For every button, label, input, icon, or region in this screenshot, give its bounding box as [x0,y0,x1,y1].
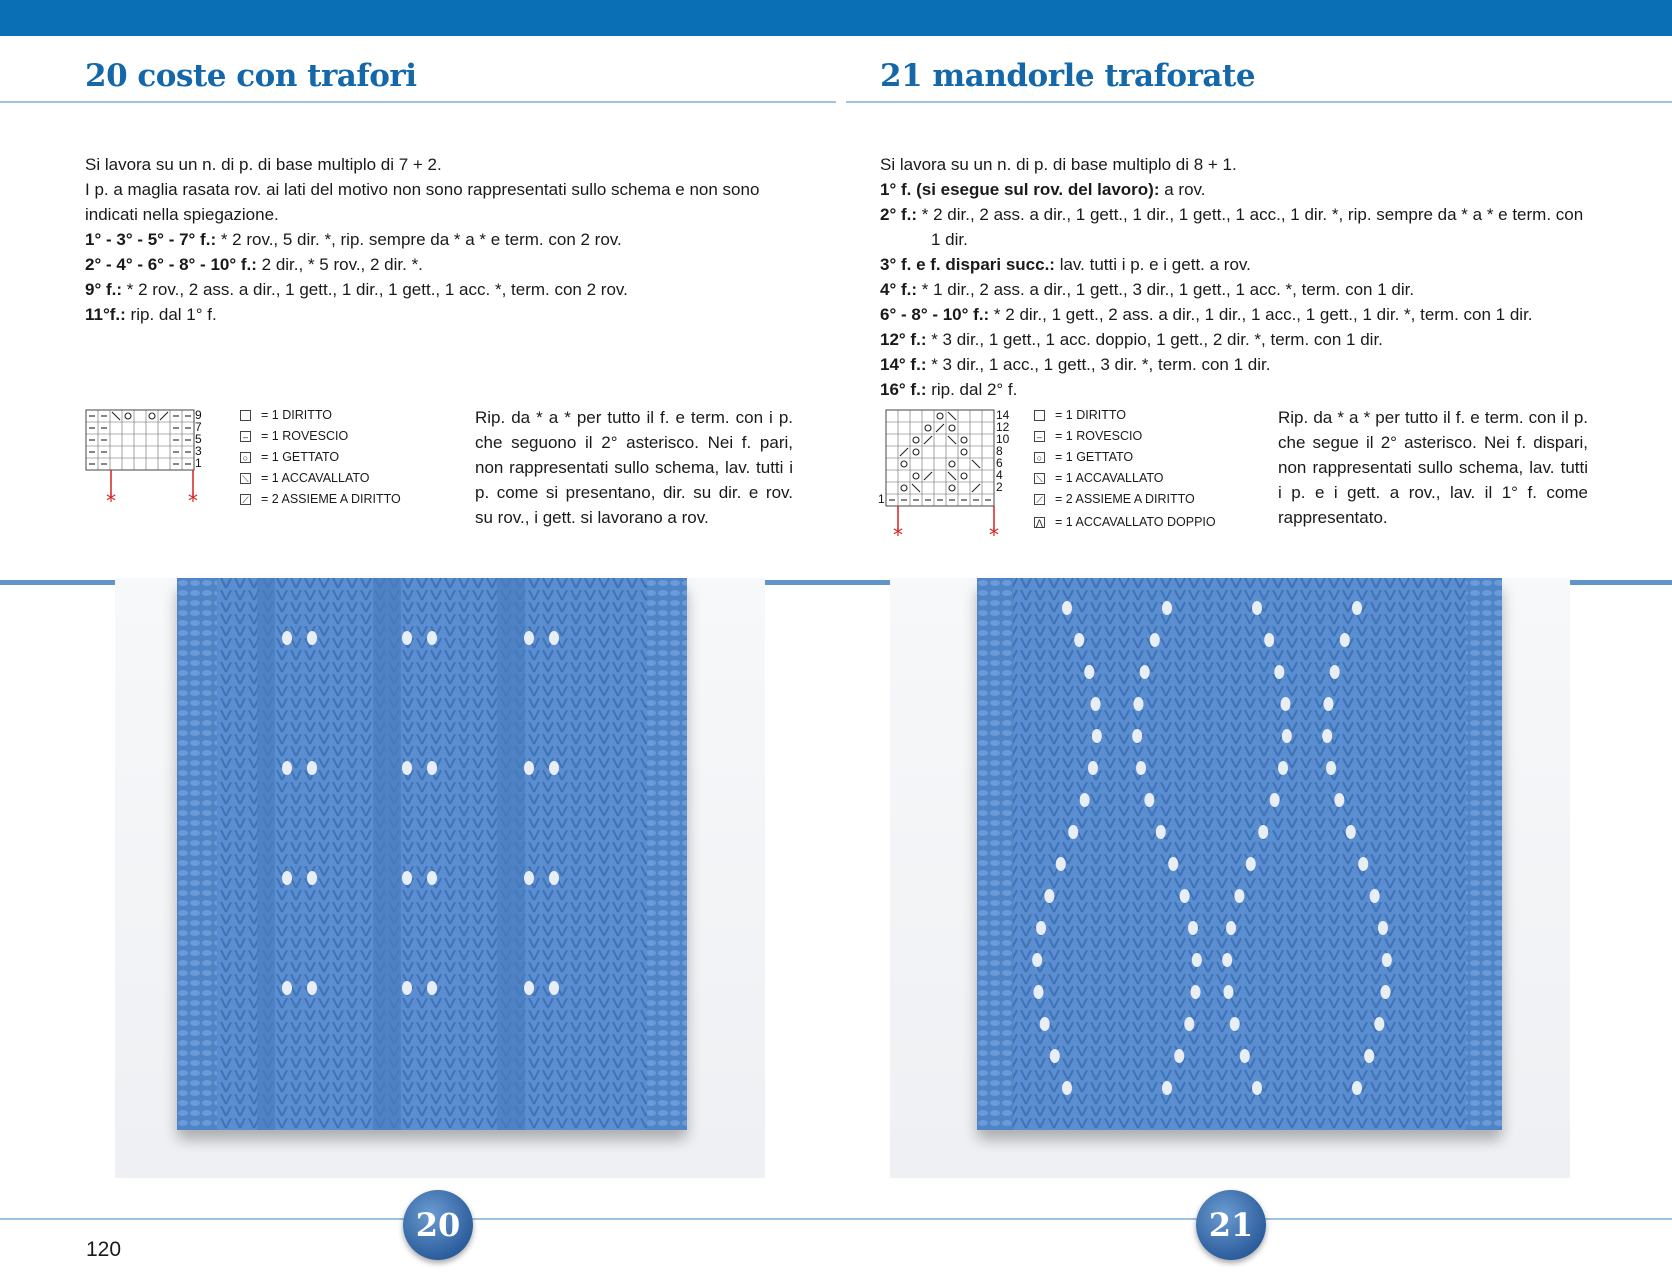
chart-grid-21 [878,408,1018,543]
instruction-line: 1° f. (si esegue sul rov. del lavoro): a rov. [880,180,1206,199]
instruction-line: 12° f.: * 3 dir., 1 gett., 1 acc. doppio, 1 gett., 2 dir. *, term. con 1 dir. [880,330,1383,349]
instruction-line: Si lavora su un n. di p. di base multiplo di 8 + 1. [880,155,1237,174]
legend-item: = 1 DIRITTO [1034,405,1216,426]
row-number: 10 [996,432,1010,446]
instruction-line: 4° f.: * 1 dir., 2 ass. a dir., 1 gett., 3 dir., 1 gett., 1 acc. *, term. con 1 dir. [880,280,1415,299]
empty-square-icon [1034,410,1045,421]
row-number: 5 [195,432,202,446]
instruction-line: Si lavora su un n. di p. di base multiplo di 7 + 2. [85,155,442,174]
top-color-bar [0,0,1672,36]
chart-grid-20 [85,408,215,508]
legend-item: – = 1 ROVESCIO [1034,426,1216,447]
note-20: Rip. da * a * per tutto il f. e term. con i p. che seguono il 2° asterisco. Nei f. pari, non rappresentati sullo schema, lav. tutti i p. come si presentano, dir. su dir. e rov. su rov., i gett. si lavorano a rov. [475,408,793,527]
circle-square-icon: ○ [240,452,251,463]
instruction-line: 11°f.: rip. dal 1° f. [85,305,217,324]
backslash-square-icon: ⟍ [240,473,251,484]
row-number: 9 [195,408,202,422]
stitch-chart-21 [878,408,1018,543]
knit-swatch-21 [977,578,1502,1130]
instruction-line: 14° f.: * 3 dir., 1 acc., 1 gett., 3 dir. *, term. con 1 dir. [880,355,1271,374]
knit-texture-20 [177,578,687,1130]
row-number: 2 [996,480,1003,494]
row-number: 1 [195,456,202,470]
row-number: 1 [878,492,885,506]
legend-item: ⋀ = 1 ACCAVALLATO DOPPIO [1035,515,1216,529]
knit-swatch-20 [177,578,687,1130]
instruction-line: 9° f.: * 2 rov., 2 ass. a dir., 1 gett., 1 dir., 1 gett., 1 acc. *, term. con 2 rov. [85,280,628,299]
right-title-rule [846,101,1672,103]
stitch-chart-20 [85,408,215,508]
instruction-line: 2° - 4° - 6° - 8° - 10° f.: 2 dir., * 5 rov., 2 dir. *. [85,255,423,274]
dash-square-icon: – [1034,431,1045,442]
dash-square-icon: – [240,431,251,442]
asterisk-left: * [106,489,116,508]
legend-item: = 1 DIRITTO [240,405,401,426]
empty-square-icon [240,410,251,421]
row-number: 12 [996,420,1010,434]
slash-square-icon: ⟋ [1034,494,1045,505]
circle-square-icon: ○ [1034,452,1045,463]
pattern-number-badge-20: 20 [403,1190,473,1260]
left-title-rule [0,101,836,103]
legend-item: ⟍ = 1 ACCAVALLATO [1034,468,1216,489]
row-number: 6 [996,456,1003,470]
row-number: 8 [996,444,1003,458]
legend-item: ⟋ = 2 ASSIEME A DIRITTO [240,489,401,510]
row-number: 14 [996,408,1010,422]
legend-item: – = 1 ROVESCIO [240,426,401,447]
legend-item: ⟍ = 1 ACCAVALLATO [240,468,401,489]
legend-item: ⟋ = 2 ASSIEME A DIRITTO [1034,489,1216,510]
row-number: 7 [195,420,202,434]
instructions-21 [880,152,1595,402]
pattern-number-badge-21: 21 [1196,1190,1266,1260]
note-21: Rip. da * a * per tutto il f. e term. con il p. che segue il 2° asterisco. Nei f. dispari, non rappresentati sullo schema, lav. tutti i p. e i gett. a rov., lav. il 1° f. come rappresentato. [1278,408,1588,527]
asterisk-right: * [989,523,999,543]
backslash-square-icon: ⟍ [1034,473,1045,484]
swatch-panel-21 [890,578,1570,1178]
swatch-panel-20 [115,578,765,1178]
instructions-20 [85,152,795,327]
bottom-rule [0,1218,1672,1220]
instruction-line: 2° f.: * 2 dir., 2 ass. a dir., 1 gett., 1 dir., 1 gett., 1 acc., 1 dir. *, rip. sempre da * a * e term. con 1 dir. [880,205,1584,249]
row-number: 3 [195,444,202,458]
page-number: 120 [86,1238,122,1261]
pattern-title-20: 20 coste con trafori [85,58,417,94]
double-decrease-square-icon: ⋀ [1035,518,1044,528]
legend-21 [1034,405,1216,533]
pattern-title-21: 21 mandorle traforate [880,58,1256,94]
legend-item: ○ = 1 GETTATO [1034,447,1216,468]
asterisk-left: * [893,523,903,543]
instruction-line: I p. a maglia rasata rov. ai lati del motivo non sono rappresentati sullo schema e non sono indicati nella spiegazione. [85,180,760,224]
instruction-line: 1° - 3° - 5° - 7° f.: * 2 rov., 5 dir. *, rip. sempre da * a * e term. con 2 rov. [85,230,622,249]
asterisk-right: * [188,489,198,508]
instruction-line: 6° - 8° - 10° f.: * 2 dir., 1 gett., 2 ass. a dir., 1 dir., 1 acc., 1 gett., 1 dir. *, term. con 1 dir. [880,305,1533,324]
legend-20 [240,405,401,510]
slash-square-icon: ⟋ [240,494,251,505]
legend-item: ○ = 1 GETTATO [240,447,401,468]
row-number: 4 [996,468,1003,482]
instruction-line: 16° f.: rip. dal 2° f. [880,380,1018,399]
instruction-line: 3° f. e f. dispari succ.: lav. tutti i p. e i gett. a rov. [880,255,1251,274]
knit-texture-21 [977,578,1502,1130]
